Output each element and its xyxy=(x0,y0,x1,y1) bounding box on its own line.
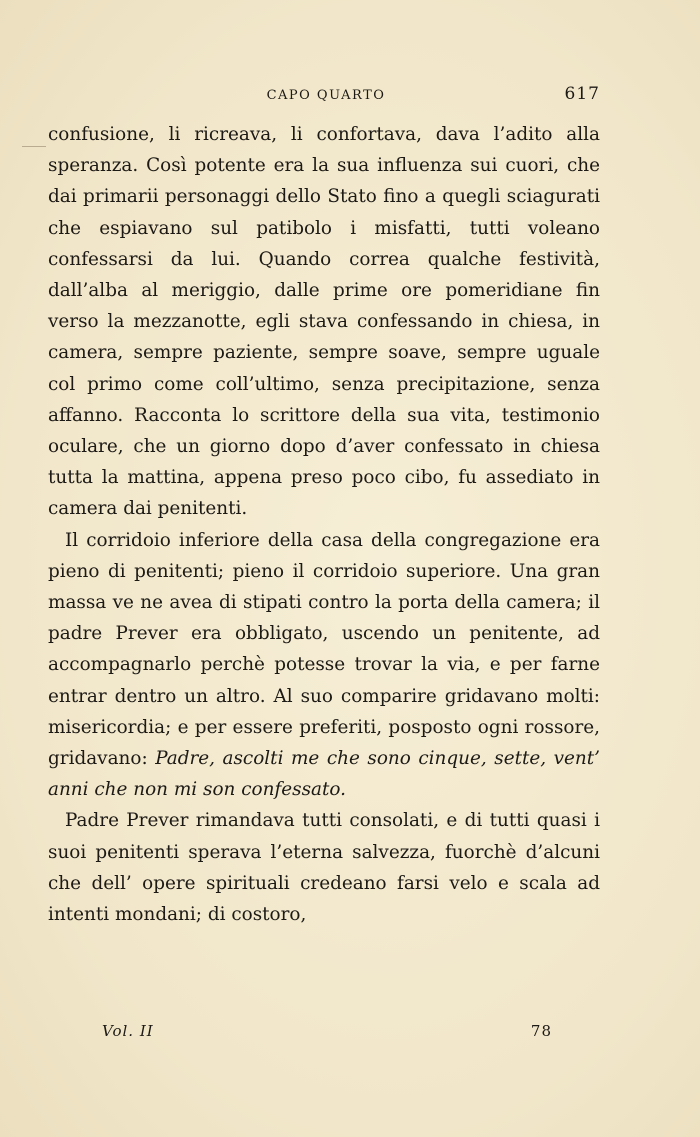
footer-signature: 78 xyxy=(530,1022,552,1040)
running-head xyxy=(52,84,600,108)
paragraph-1: confusione, li ricreava, li confortava, dava l’adito alla speranza. Così potente era la sua influenza sui cuori, che dai primarii personaggi dello Stato fino a quegli sciagurati che espiavano sul patibolo i misfatti, tutti voleano confessarsi da lui. Quando correa qualche festività, dall’alba al meriggio, dalle prime ore pomeridiane fin verso la mezzanotte, egli stava confessando in chiesa, in camera, sempre paziente, sempre soave, sempre uguale col primo come coll’ultimo, senza precipitazione, senza affanno. Racconta lo scrittore della sua vita, testimonio oculare, che un giorno dopo d’aver confessato in chiesa tutta la mattina, appena preso poco cibo, fu assediato in camera dai penitenti. xyxy=(48,124,600,520)
body-text xyxy=(48,119,600,930)
margin-mark xyxy=(22,146,46,147)
running-title: CAPO QUARTO xyxy=(266,88,386,103)
footer xyxy=(52,1022,600,1044)
paragraph-2-quote: Padre, ascolti me che sono cinque, sette, vent’ anni che non mi son confessato. xyxy=(48,748,600,801)
paragraph-2 xyxy=(48,525,600,806)
footer-volume: Vol. II xyxy=(102,1022,154,1040)
paragraph-3: Padre Prever rimandava tutti consolati, e di tutti quasi i suoi penitenti sperava l’eterna salvezza, fuorchè d’alcuni che dell’ opere spirituali credeano farsi velo e scala ad intenti mondani; di costoro, xyxy=(48,810,600,926)
paragraph-2-text: Il corridoio inferiore della casa della congregazione era pieno di penitenti; pieno il corridoio superiore. Una gran massa ve ne avea di stipati contro la porta della camera; il padre Prever era obbligato, uscendo un penitente, ad accompagnarlo perchè potesse trovar la via, e per farne entrar dentro un altro. Al suo comparire gridavano molti: misericordia; e per essere preferiti, posposto ogni rossore, gridavano: xyxy=(48,529,600,770)
page-number: 617 xyxy=(564,84,600,104)
